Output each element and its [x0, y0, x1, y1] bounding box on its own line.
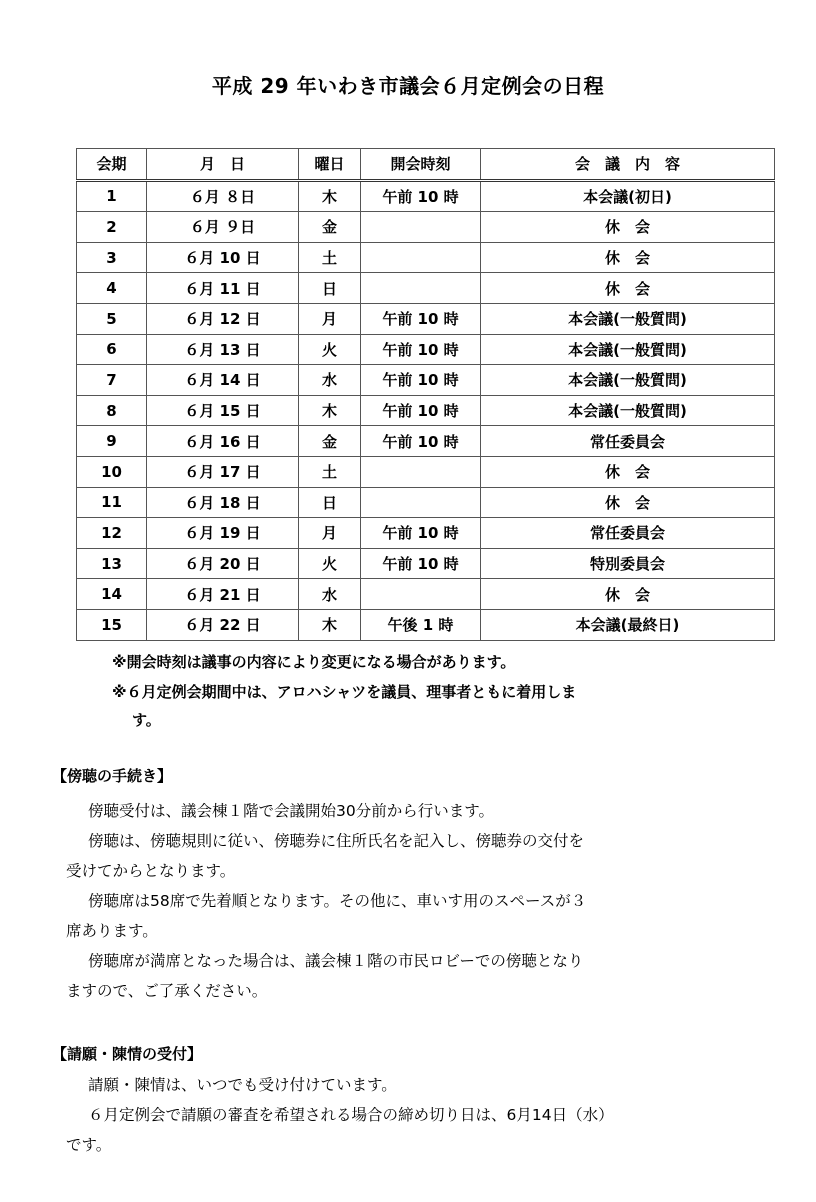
petition-text: [66, 1070, 770, 1160]
header-content: 会 議 内 容: [481, 149, 775, 181]
header-time: 開会時刻: [361, 149, 481, 181]
cell-content: 休 会: [481, 487, 775, 518]
cell-session: 10: [77, 456, 147, 487]
cell-session: 1: [77, 180, 147, 212]
cell-time: [361, 212, 481, 243]
section-heading-hearing: 【傍聴の手続き】: [52, 767, 173, 785]
table-row: [77, 180, 775, 212]
cell-content: 休 会: [481, 242, 775, 273]
table-row: [77, 273, 775, 304]
cell-date: ６月 16 日: [147, 426, 299, 457]
cell-day: 木: [299, 180, 361, 212]
table-row: [77, 242, 775, 273]
cell-content: 本会議(一般質問): [481, 395, 775, 426]
table-row: [77, 579, 775, 610]
cell-day: 土: [299, 242, 361, 273]
cell-date: ６月 20 日: [147, 548, 299, 579]
hearing-procedure-text: [66, 796, 770, 1006]
cell-content: 本会議(最終日): [481, 609, 775, 640]
cell-session: 11: [77, 487, 147, 518]
cell-day: 土: [299, 456, 361, 487]
note-aloha-line2: す。: [132, 711, 161, 729]
cell-session: 4: [77, 273, 147, 304]
cell-time: 午前 10 時: [361, 518, 481, 549]
cell-day: 火: [299, 548, 361, 579]
cell-content: 本会議(一般質問): [481, 334, 775, 365]
note-aloha-shirt: [112, 678, 784, 734]
cell-session: 13: [77, 548, 147, 579]
schedule-table: [76, 148, 775, 641]
table-row: [77, 212, 775, 243]
cell-time: [361, 242, 481, 273]
table-row: [77, 548, 775, 579]
cell-session: 2: [77, 212, 147, 243]
cell-time: 午前 10 時: [361, 395, 481, 426]
header-session: 会期: [77, 149, 147, 181]
cell-date: ６月 21 日: [147, 579, 299, 610]
cell-content: 休 会: [481, 579, 775, 610]
cell-session: 8: [77, 395, 147, 426]
cell-date: ６月 10 日: [147, 242, 299, 273]
cell-time: [361, 487, 481, 518]
table-row: [77, 426, 775, 457]
petition-para-2b: です。: [66, 1136, 112, 1154]
cell-date: ６月 14 日: [147, 365, 299, 396]
table-row: [77, 518, 775, 549]
cell-session: 14: [77, 579, 147, 610]
cell-date: ６月 17 日: [147, 456, 299, 487]
cell-date: ６月 19 日: [147, 518, 299, 549]
cell-day: 水: [299, 579, 361, 610]
table-row: [77, 487, 775, 518]
table-row: [77, 395, 775, 426]
cell-date: ６月 13 日: [147, 334, 299, 365]
cell-day: 月: [299, 303, 361, 334]
cell-session: 7: [77, 365, 147, 396]
cell-content: 本会議(初日): [481, 180, 775, 212]
cell-date: ６月 15 日: [147, 395, 299, 426]
note-start-time: ※開会時刻は議事の内容により変更になる場合があります。: [112, 653, 516, 671]
header-date: 月 日: [147, 149, 299, 181]
cell-time: [361, 273, 481, 304]
table-row: [77, 334, 775, 365]
cell-date: ６月 12 日: [147, 303, 299, 334]
cell-content: 休 会: [481, 212, 775, 243]
cell-time: 午前 10 時: [361, 334, 481, 365]
cell-time: [361, 579, 481, 610]
cell-session: 12: [77, 518, 147, 549]
cell-content: 常任委員会: [481, 426, 775, 457]
cell-session: 6: [77, 334, 147, 365]
cell-time: 午後 1 時: [361, 609, 481, 640]
hearing-para-2b: 受けてからとなります。: [66, 862, 236, 880]
cell-date: ６月 ８日: [147, 180, 299, 212]
cell-day: 日: [299, 487, 361, 518]
cell-content: 休 会: [481, 273, 775, 304]
table-header-row: [77, 149, 775, 181]
section-heading-petition: 【請願・陳情の受付】: [52, 1045, 203, 1063]
cell-day: 金: [299, 426, 361, 457]
cell-session: 3: [77, 242, 147, 273]
cell-time: 午前 10 時: [361, 548, 481, 579]
cell-content: 本会議(一般質問): [481, 303, 775, 334]
table-row: [77, 456, 775, 487]
cell-day: 水: [299, 365, 361, 396]
cell-day: 木: [299, 609, 361, 640]
note-aloha-line1: ※６月定例会期間中は、アロハシャツを議員、理事者ともに着用しま: [112, 683, 577, 701]
table-row: [77, 609, 775, 640]
table-row: [77, 365, 775, 396]
cell-content: 休 会: [481, 456, 775, 487]
hearing-para-4b: ますので、ご了承ください。: [66, 982, 268, 1000]
petition-para-1: 請願・陳情は、いつでも受け付けています。: [88, 1076, 397, 1094]
cell-day: 火: [299, 334, 361, 365]
header-day: 曜日: [299, 149, 361, 181]
cell-time: 午前 10 時: [361, 180, 481, 212]
cell-time: 午前 10 時: [361, 303, 481, 334]
cell-session: 5: [77, 303, 147, 334]
page-title: 平成 29 年いわき市議会６月定例会の日程: [211, 74, 605, 98]
cell-date: ６月 18 日: [147, 487, 299, 518]
cell-session: 9: [77, 426, 147, 457]
cell-day: 金: [299, 212, 361, 243]
hearing-para-3b: 席あります。: [66, 922, 158, 940]
hearing-para-1: 傍聴受付は、議会棟１階で会議開始30分前から行います。: [88, 802, 494, 820]
cell-session: 15: [77, 609, 147, 640]
cell-day: 月: [299, 518, 361, 549]
cell-content: 常任委員会: [481, 518, 775, 549]
hearing-para-4a: 傍聴席が満席となった場合は、議会棟１階の市民ロビーでの傍聴となり: [88, 952, 584, 970]
cell-day: 日: [299, 273, 361, 304]
cell-date: ６月 11 日: [147, 273, 299, 304]
cell-time: [361, 456, 481, 487]
cell-time: 午前 10 時: [361, 426, 481, 457]
hearing-para-2a: 傍聴は、傍聴規則に従い、傍聴券に住所氏名を記入し、傍聴券の交付を: [88, 832, 585, 850]
hearing-para-3a: 傍聴席は58席で先着順となります。その他に、車いす用のスペースが３: [88, 892, 587, 910]
cell-time: 午前 10 時: [361, 365, 481, 396]
cell-content: 本会議(一般質問): [481, 365, 775, 396]
table-row: [77, 303, 775, 334]
cell-date: ６月 22 日: [147, 609, 299, 640]
cell-day: 木: [299, 395, 361, 426]
cell-content: 特別委員会: [481, 548, 775, 579]
petition-para-2a: ６月定例会で請願の審査を希望される場合の締め切り日は、6月14日（水）: [88, 1106, 614, 1124]
cell-date: ６月 ９日: [147, 212, 299, 243]
